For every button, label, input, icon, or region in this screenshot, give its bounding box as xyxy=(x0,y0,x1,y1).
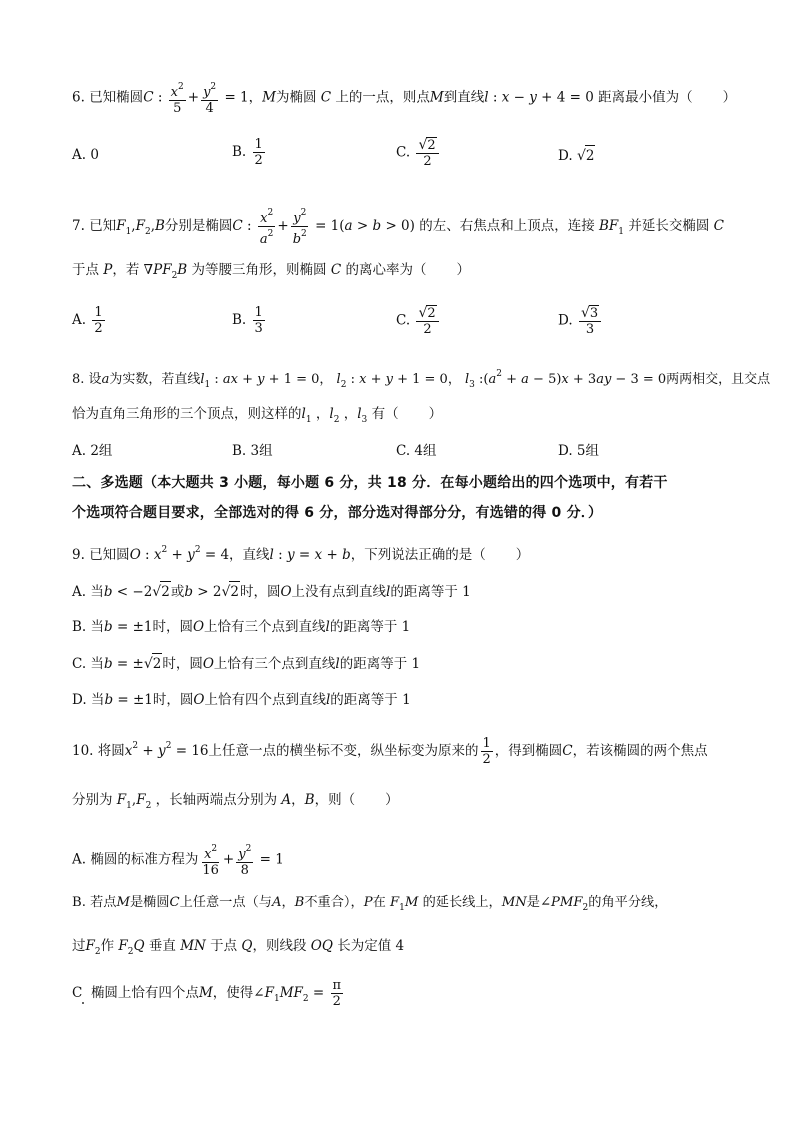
q9-option-c: C. 当b = ±√2时，圆O上恰有三个点到直线l的距离等于 1 xyxy=(72,653,420,674)
q7-stem-line1: 7. 已知$F_1,F_2,B$分别是椭圆C : $\frac{x^2}{a^2}$ + $\frac{y^2}{b^2}$ = 1(a > b > 0) 的左、右焦点和上顶点，连接 $BF_1$ 并延长交椭圆 C xyxy=(72,208,724,247)
q6-frac-y: $\frac{y^2}{4}$ xyxy=(203,82,217,116)
q8-option-c: C. 4组 xyxy=(396,443,437,459)
q7-option-c: C. $\frac{√2}{2}$ xyxy=(396,305,441,337)
q7-stem-line2: 于点 P，若 $\nabla PF_2B$ 为等腰三角形，则椭圆 C 的离心率为（ ） xyxy=(72,262,470,281)
q10-option-b-line2: 过$F_2$作 $F_2Q$ 垂直 MN 于点 Q，则线段 OQ 长为定值 4 xyxy=(72,938,405,957)
stray-dot xyxy=(82,1002,84,1004)
q6-option-c: C. $\frac{√2}{2}$ xyxy=(396,137,441,169)
section-heading-line2: 个选项符合题目要求，全部选对的得 6 分，部分选对得部分分，有选错的得 0 分．） xyxy=(72,505,603,521)
q9-option-b: B. 当b = ±1时，圆O上恰有三个点到直线l的距离等于 1 xyxy=(72,619,411,635)
q6-option-b: B. $\frac{1}{2}$ xyxy=(232,137,263,168)
q10-option-b-line1: B. 若点M是椭圆C上任意一点（与A，B不重合），P在 $F_1M$ 的延长线上，MN是$\angle PMF_2$的角平分线， xyxy=(72,895,668,913)
q9-stem: 9. 已知圆O : $x^2 + y^2 = 4$，直线l : y = x + b，下列说法正确的是（ ） xyxy=(72,545,530,563)
section-heading-line1: 二、多选题（本大题共 3 小题，每小题 6 分，共 18 分．在每小题给出的四个选项中，有若干 xyxy=(72,475,668,491)
q10-stem-line2: 分别为 $F_1,F_2$ ，长轴两端点分别为 A，B，则（ ） xyxy=(72,792,399,811)
q9-option-d: D. 当b = ±1时，圆O上恰有四个点到直线l的距离等于 1 xyxy=(72,692,411,708)
q9-option-a: A. 当b < −2√2或b > 2√2时，圆O上没有点到直线l的距离等于 1 xyxy=(72,581,471,602)
q10-option-a: A. 椭圆的标准方程为 $\frac{x^2}{16}$ + $\frac{y^2}{8}$ = 1 xyxy=(72,844,284,878)
q6-stem: 6. 已知椭圆C : $\frac{x^2}{5}$ + $\frac{y^2}{4}$ = 1，M为椭圆 C 上的一点，则点M到直线l : x − y + 4 = 0 距离最小值为（ ） xyxy=(72,82,737,116)
q8-option-b: B. 3组 xyxy=(232,443,273,459)
q6-option-a: A. 0 xyxy=(72,147,99,163)
q8-option-d: D. 5组 xyxy=(558,443,600,459)
q7-option-a: A. $\frac{1}{2}$ xyxy=(72,305,103,336)
q8-stem-line1: 8. 设a为实数，若直线$l_1$ : ax + y + 1 = 0， $l_2$ : x + y + 1 = 0， $l_3$ $:(a^2 + a - 5)x + 3ay - 3 = 0$两两相交，且交点 xyxy=(72,369,771,390)
q10-stem-line1: 10. 将圆$x^2 + y^2 = 16$上任意一点的横坐标不变，纵坐标变为原来的 $\frac{1}{2}$ ，得到椭圆C，若该椭圆的两个焦点 xyxy=(72,736,708,767)
q7-option-b: B. $\frac{1}{3}$ xyxy=(232,305,263,336)
q6-frac-x: $\frac{x^2}{5}$ xyxy=(170,82,184,116)
q6-option-d: D. √2 xyxy=(558,145,595,166)
q10-option-c: C 椭圆上恰有四个点M，使得$\angle F_1MF_2$ = $\frac{\pi}{2}$ xyxy=(72,978,342,1009)
q8-option-a: A. 2组 xyxy=(72,443,113,459)
q8-stem-line2: 恰为直角三角形的三个顶点，则这样的$l_1$ ，$l_2$ ，$l_3$ 有（ ） xyxy=(72,406,443,425)
q7-option-d: D. $\frac{√3}{3}$ xyxy=(558,305,603,337)
